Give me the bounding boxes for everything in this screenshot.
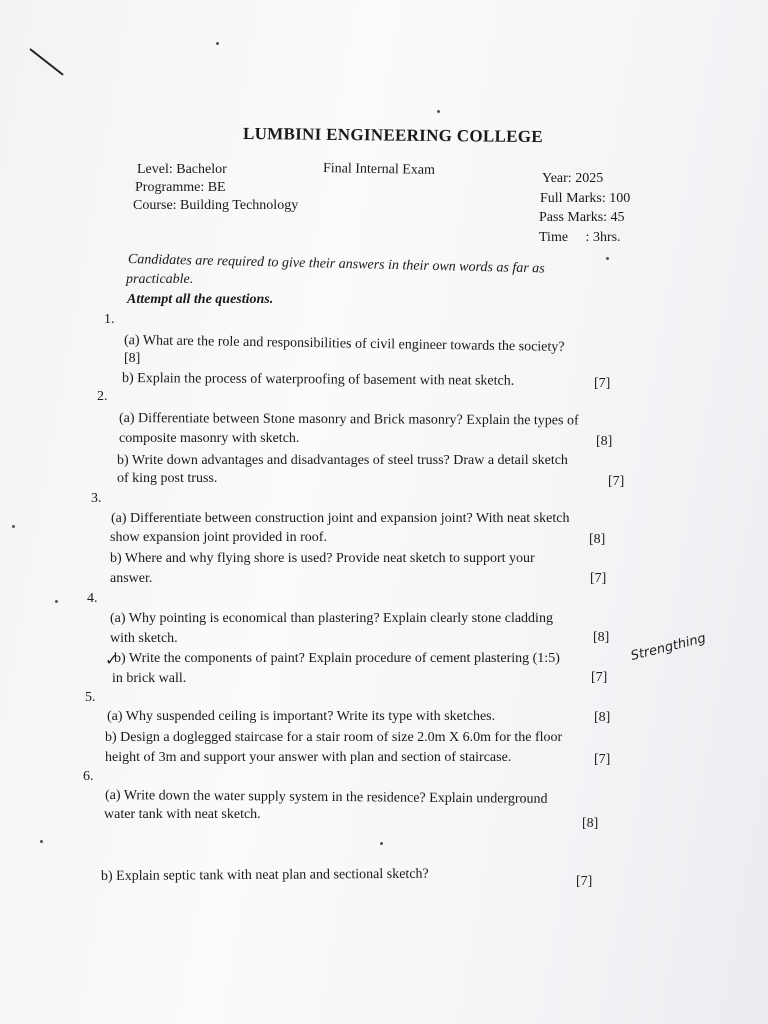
speck (380, 842, 383, 845)
question-number: 2. (97, 389, 108, 404)
q2-a-text-cont: composite masonry with sketch. (119, 431, 300, 446)
q5-b-text: b) Design a doglegged staircase for a stair room of size 2.0m X 6.0m for the floor (105, 730, 563, 745)
speck (216, 42, 219, 45)
q1-a-text: (a) What are the role and responsibilities of civil engineer towards the society? (123, 333, 565, 355)
q4-b-marks: [7] (591, 670, 608, 685)
question-number: 6. (83, 769, 94, 784)
course: Course: Building Technology (133, 198, 299, 213)
question-number: 3. (91, 491, 102, 506)
q3-b-text-cont: answer. (110, 571, 153, 586)
full-marks: Full Marks: 100 (540, 191, 631, 206)
q2-a-text: (a) Differentiate between Stone masonry and Brick masonry? Explain the types of (118, 411, 579, 429)
q4-b-text-cont: in brick wall. (112, 671, 187, 686)
instruction-line-2: practicable. (126, 272, 194, 287)
pass-marks: Pass Marks: 45 (539, 210, 625, 225)
handwritten-margin-note: Strengthing (629, 630, 708, 665)
q2-b-text-cont: of king post truss. (117, 471, 218, 486)
speck (606, 257, 609, 260)
q3-b-marks: [7] (590, 571, 607, 586)
q6-a-text-cont: water tank with neat sketch. (104, 807, 261, 822)
speck (40, 840, 43, 843)
question-number: 1. (104, 312, 115, 327)
speck (437, 110, 440, 113)
college-title: LUMBINI ENGINEERING COLLEGE (242, 124, 544, 147)
q5-b-marks: [7] (594, 752, 611, 767)
q3-a-text-cont: show expansion joint provided in roof. (110, 530, 327, 545)
question-number: 5. (85, 690, 96, 705)
q2-a-marks: [8] (596, 434, 613, 449)
q1-a-marks: [8] (124, 351, 141, 366)
level: Level: Bachelor (137, 162, 227, 177)
q2-b-marks: [7] (608, 474, 625, 489)
year: Year: 2025 (542, 171, 604, 186)
speck (55, 600, 58, 603)
pen-stroke-mark (29, 48, 63, 75)
q3-a-text: (a) Differentiate between construction joint and expansion joint? With neat sketch (111, 511, 570, 526)
question-number: 4. (87, 591, 98, 606)
q2-b-text: b) Write down advantages and disadvantages of steel truss? Draw a detail sketch (117, 453, 568, 468)
attempt-all: Attempt all the questions. (127, 292, 274, 307)
q5-a-text: (a) Why suspended ceiling is important? Write its type with sketches. (107, 709, 496, 724)
instruction-line-1: Candidates are required to give their answers in their own words as far as (127, 252, 545, 277)
q1-b-text: b) Explain the process of waterproofing of basement with neat sketch. (121, 371, 515, 389)
q4-a-marks: [8] (593, 630, 610, 645)
q6-b-text: b) Explain septic tank with neat plan and sectional sketch? (100, 866, 429, 884)
time: Time : 3hrs. (539, 230, 621, 245)
q3-a-marks: [8] (589, 532, 606, 547)
q5-b-text-cont: height of 3m and support your answer with plan and section of staircase. (105, 750, 512, 765)
q4-a-text-cont: with sketch. (110, 631, 178, 646)
q6-a-marks: [8] (582, 816, 599, 831)
exam-name: Final Internal Exam (322, 161, 436, 178)
q4-a-text: (a) Why pointing is economical than plastering? Explain clearly stone cladding (110, 611, 553, 626)
q5-a-marks: [8] (594, 710, 611, 725)
q1-b-marks: [7] (594, 376, 611, 391)
q6-b-marks: [7] (576, 874, 593, 889)
q6-a-text: (a) Write down the water supply system in the residence? Explain underground (104, 788, 548, 807)
check-mark: ✓ (105, 652, 119, 669)
speck (12, 525, 15, 528)
programme: Programme: BE (135, 180, 226, 195)
q3-b-text: b) Where and why flying shore is used? Provide neat sketch to support your (110, 551, 535, 566)
q4-b-text: b) Write the components of paint? Explain procedure of cement plastering (1:5) (114, 651, 560, 666)
